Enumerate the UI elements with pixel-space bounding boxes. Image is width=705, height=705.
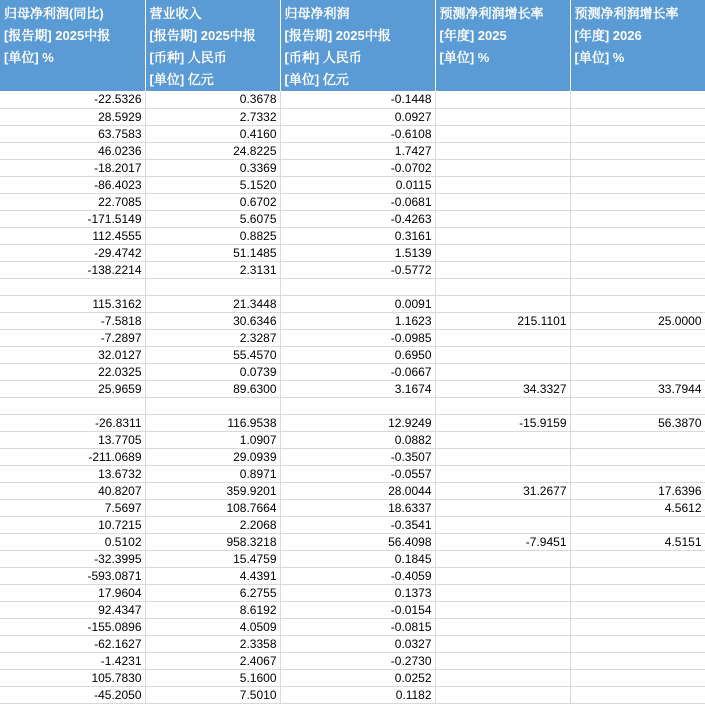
table-cell[interactable]: -0.4263 <box>280 210 435 227</box>
table-cell[interactable]: 4.0509 <box>145 618 280 635</box>
header-row <box>0 0 705 91</box>
table-cell[interactable] <box>570 227 705 244</box>
table-cell[interactable] <box>435 244 570 261</box>
header-line: [单位] % <box>4 50 54 65</box>
table-cell[interactable]: 56.3870 <box>570 414 705 431</box>
table-cell[interactable]: 116.9538 <box>145 414 280 431</box>
table-row <box>0 601 705 618</box>
table-cell[interactable]: -0.0557 <box>280 465 435 482</box>
table-row <box>0 142 705 159</box>
table-cell[interactable] <box>570 125 705 142</box>
table-cell[interactable]: 29.0939 <box>145 448 280 465</box>
table-cell[interactable] <box>570 686 705 703</box>
table-cell[interactable]: -0.3541 <box>280 516 435 533</box>
table-cell[interactable] <box>435 516 570 533</box>
table-cell[interactable] <box>435 397 570 414</box>
table-cell[interactable]: 359.9201 <box>145 482 280 499</box>
table-cell[interactable]: -45.2050 <box>0 686 145 703</box>
header-line: 归母净利润(同比) <box>4 6 104 21</box>
table-cell[interactable] <box>435 91 570 108</box>
table-cell[interactable]: 4.4391 <box>145 567 280 584</box>
table-cell[interactable]: 215.1101 <box>435 312 570 329</box>
table-row <box>0 108 705 125</box>
table-cell[interactable] <box>435 584 570 601</box>
table-cell[interactable]: 33.7944 <box>570 380 705 397</box>
table-cell[interactable] <box>570 210 705 227</box>
table-cell[interactable]: -15.9159 <box>435 414 570 431</box>
table-cell[interactable]: -0.4059 <box>280 567 435 584</box>
table-cell[interactable]: 105.7830 <box>0 669 145 686</box>
header-revenue[interactable] <box>145 0 280 91</box>
table-cell[interactable] <box>570 108 705 125</box>
table-cell[interactable]: 5.1600 <box>145 669 280 686</box>
table-row <box>0 550 705 567</box>
table-cell[interactable] <box>435 278 570 295</box>
table-cell[interactable]: 0.3678 <box>145 91 280 108</box>
table-cell[interactable]: -0.0154 <box>280 601 435 618</box>
table-cell[interactable] <box>435 176 570 193</box>
table-cell[interactable]: 2.7332 <box>145 108 280 125</box>
table-cell[interactable]: 31.2677 <box>435 482 570 499</box>
table-cell[interactable]: 40.8207 <box>0 482 145 499</box>
table-row <box>0 193 705 210</box>
header-line: [单位] 亿元 <box>284 72 349 87</box>
table-row <box>0 499 705 516</box>
table-cell[interactable] <box>435 346 570 363</box>
table-cell[interactable]: 22.0325 <box>0 363 145 380</box>
table-cell[interactable] <box>435 227 570 244</box>
table-row <box>0 482 705 499</box>
table-cell[interactable]: -593.0871 <box>0 567 145 584</box>
table-cell[interactable]: 0.0252 <box>280 669 435 686</box>
table-cell[interactable] <box>570 669 705 686</box>
header-line: [报告期] 2025中报 <box>284 28 391 43</box>
table-cell[interactable]: -26.8311 <box>0 414 145 431</box>
table-row <box>0 448 705 465</box>
table-cell[interactable]: -0.6108 <box>280 125 435 142</box>
table-row <box>0 295 705 312</box>
table-cell[interactable]: 22.7085 <box>0 193 145 210</box>
table-cell[interactable] <box>570 363 705 380</box>
table-cell[interactable] <box>435 159 570 176</box>
table-cell[interactable]: 55.4570 <box>145 346 280 363</box>
table-cell[interactable] <box>435 618 570 635</box>
table-row <box>0 261 705 278</box>
table-cell[interactable]: -7.2897 <box>0 329 145 346</box>
table-cell[interactable]: 0.8971 <box>145 465 280 482</box>
table-cell[interactable]: 63.7583 <box>0 125 145 142</box>
table-cell[interactable]: 2.2068 <box>145 516 280 533</box>
table-cell[interactable]: 89.6300 <box>145 380 280 397</box>
table-cell[interactable]: 4.5151 <box>570 533 705 550</box>
table-row <box>0 397 705 414</box>
table-cell[interactable] <box>570 397 705 414</box>
table-cell[interactable]: 2.3358 <box>145 635 280 652</box>
header-line: [报告期] 2025中报 <box>4 28 111 43</box>
table-cell[interactable]: 0.0115 <box>280 176 435 193</box>
table-cell[interactable] <box>435 193 570 210</box>
table-cell[interactable]: 56.4098 <box>280 533 435 550</box>
table-cell[interactable] <box>435 499 570 516</box>
table-cell[interactable] <box>435 125 570 142</box>
header-line: [年度] 2026 <box>574 28 642 43</box>
table-row <box>0 91 705 108</box>
table-cell[interactable]: 108.7664 <box>145 499 280 516</box>
table-row <box>0 159 705 176</box>
table-cell[interactable]: 0.1845 <box>280 550 435 567</box>
table-cell[interactable]: 7.5010 <box>145 686 280 703</box>
table-cell[interactable]: 0.3369 <box>145 159 280 176</box>
table-cell[interactable] <box>0 278 145 295</box>
table-cell[interactable] <box>435 686 570 703</box>
table-cell[interactable]: -22.5326 <box>0 91 145 108</box>
table-cell[interactable]: 7.5697 <box>0 499 145 516</box>
table-cell[interactable]: -62.1627 <box>0 635 145 652</box>
table-row <box>0 567 705 584</box>
table-cell[interactable]: 3.1674 <box>280 380 435 397</box>
table-cell[interactable] <box>570 346 705 363</box>
table-row <box>0 346 705 363</box>
table-cell[interactable]: 46.0236 <box>0 142 145 159</box>
table-cell[interactable]: 25.0000 <box>570 312 705 329</box>
table-cell[interactable] <box>435 329 570 346</box>
table-cell[interactable]: -0.0681 <box>280 193 435 210</box>
table-cell[interactable] <box>570 295 705 312</box>
header-line: [单位] % <box>574 50 625 65</box>
header-forecast-growth-2026[interactable] <box>570 0 705 91</box>
table-cell[interactable]: 2.3287 <box>145 329 280 346</box>
table-row <box>0 210 705 227</box>
table-cell[interactable]: 21.3448 <box>145 295 280 312</box>
table-cell[interactable]: 6.2755 <box>145 584 280 601</box>
table-row <box>0 329 705 346</box>
table-cell[interactable]: -29.4742 <box>0 244 145 261</box>
table-cell[interactable] <box>435 567 570 584</box>
table-cell[interactable] <box>570 635 705 652</box>
table-cell[interactable] <box>570 91 705 108</box>
table-cell[interactable]: -7.5818 <box>0 312 145 329</box>
table-cell[interactable]: -138.2214 <box>0 261 145 278</box>
table-cell[interactable]: 25.9659 <box>0 380 145 397</box>
table-cell[interactable]: 0.5102 <box>0 533 145 550</box>
table-cell[interactable]: 0.0882 <box>280 431 435 448</box>
header-net-profit[interactable] <box>280 0 435 91</box>
table-cell[interactable]: 8.6192 <box>145 601 280 618</box>
table-cell[interactable]: 30.6346 <box>145 312 280 329</box>
table-row <box>0 380 705 397</box>
table-cell[interactable]: 5.1520 <box>145 176 280 193</box>
table-cell[interactable] <box>570 465 705 482</box>
table-cell[interactable]: 1.0907 <box>145 431 280 448</box>
table-cell[interactable]: 1.1623 <box>280 312 435 329</box>
table-cell[interactable] <box>280 278 435 295</box>
table-cell[interactable] <box>0 397 145 414</box>
table-row <box>0 125 705 142</box>
table-row <box>0 312 705 329</box>
table-cell[interactable] <box>435 448 570 465</box>
table-cell[interactable] <box>145 278 280 295</box>
header-line: [币种] 人民币 <box>284 50 362 65</box>
table-cell[interactable] <box>570 278 705 295</box>
table-cell[interactable]: 0.1373 <box>280 584 435 601</box>
table-cell[interactable] <box>435 635 570 652</box>
table-cell[interactable]: -171.5149 <box>0 210 145 227</box>
table-cell[interactable]: -0.0702 <box>280 159 435 176</box>
table-row <box>0 533 705 550</box>
table-cell[interactable] <box>570 550 705 567</box>
table-cell[interactable] <box>570 431 705 448</box>
table-cell[interactable]: -32.3995 <box>0 550 145 567</box>
table-cell[interactable]: 112.4555 <box>0 227 145 244</box>
table-cell[interactable]: 15.4759 <box>145 550 280 567</box>
table-cell[interactable] <box>435 108 570 125</box>
table-row <box>0 584 705 601</box>
table-cell[interactable]: 0.0327 <box>280 635 435 652</box>
header-line: [报告期] 2025中报 <box>149 28 256 43</box>
table-row <box>0 278 705 295</box>
table-row <box>0 227 705 244</box>
table-cell[interactable] <box>570 142 705 159</box>
table-row <box>0 652 705 669</box>
table-cell[interactable]: -0.5772 <box>280 261 435 278</box>
table-cell[interactable] <box>435 295 570 312</box>
table-cell[interactable]: -211.0689 <box>0 448 145 465</box>
table-cell[interactable]: 51.1485 <box>145 244 280 261</box>
table-row <box>0 635 705 652</box>
table-cell[interactable]: 0.3161 <box>280 227 435 244</box>
table-cell[interactable] <box>570 584 705 601</box>
table-body <box>0 91 705 703</box>
table-cell[interactable]: 0.0091 <box>280 295 435 312</box>
table-cell[interactable] <box>570 601 705 618</box>
table-cell[interactable]: 5.6075 <box>145 210 280 227</box>
table-cell[interactable] <box>570 176 705 193</box>
table-row <box>0 686 705 703</box>
table-cell[interactable]: 4.5612 <box>570 499 705 516</box>
header-net-profit-yoy[interactable] <box>0 0 145 91</box>
table-cell[interactable]: 0.0927 <box>280 108 435 125</box>
table-cell[interactable]: 115.3162 <box>0 295 145 312</box>
table-row <box>0 414 705 431</box>
table-cell[interactable]: 2.4067 <box>145 652 280 669</box>
table-cell[interactable]: 0.6950 <box>280 346 435 363</box>
header-line: 归母净利润 <box>284 6 350 21</box>
table-cell[interactable]: -7.9451 <box>435 533 570 550</box>
table-cell[interactable]: 2.3131 <box>145 261 280 278</box>
table-cell[interactable]: 28.5929 <box>0 108 145 125</box>
header-forecast-growth-2025[interactable] <box>435 0 570 91</box>
table-cell[interactable]: 17.9604 <box>0 584 145 601</box>
table-cell[interactable] <box>435 431 570 448</box>
table-row <box>0 176 705 193</box>
table-cell[interactable]: -0.0667 <box>280 363 435 380</box>
table-cell[interactable] <box>570 618 705 635</box>
table-cell[interactable] <box>435 465 570 482</box>
table-cell[interactable]: 12.9249 <box>280 414 435 431</box>
table-cell[interactable]: 0.0739 <box>145 363 280 380</box>
header-line: [币种] 人民币 <box>149 50 227 65</box>
table-cell[interactable]: 0.6702 <box>145 193 280 210</box>
table-cell[interactable] <box>435 652 570 669</box>
table-cell[interactable] <box>570 516 705 533</box>
table-cell[interactable] <box>570 329 705 346</box>
table-cell[interactable] <box>570 193 705 210</box>
table-row <box>0 244 705 261</box>
table-cell[interactable] <box>435 363 570 380</box>
table-row <box>0 669 705 686</box>
table-cell[interactable] <box>435 142 570 159</box>
table-cell[interactable]: 92.4347 <box>0 601 145 618</box>
table-cell[interactable]: -0.1448 <box>280 91 435 108</box>
table-cell[interactable]: 1.5139 <box>280 244 435 261</box>
table-cell[interactable] <box>570 652 705 669</box>
table-cell[interactable]: 0.8825 <box>145 227 280 244</box>
table-cell[interactable]: -0.3507 <box>280 448 435 465</box>
table-cell[interactable]: 34.3327 <box>435 380 570 397</box>
table-cell[interactable]: 0.4160 <box>145 125 280 142</box>
table-cell[interactable]: 1.7427 <box>280 142 435 159</box>
table-cell[interactable]: -0.2730 <box>280 652 435 669</box>
table-cell[interactable]: 24.8225 <box>145 142 280 159</box>
table-cell[interactable] <box>280 397 435 414</box>
table-cell[interactable]: 17.6396 <box>570 482 705 499</box>
table-cell[interactable] <box>435 261 570 278</box>
table-cell[interactable] <box>570 448 705 465</box>
table-cell[interactable]: -18.2017 <box>0 159 145 176</box>
table-cell[interactable]: 0.1182 <box>280 686 435 703</box>
table-cell[interactable]: -86.4023 <box>0 176 145 193</box>
table-row <box>0 431 705 448</box>
table-cell[interactable] <box>145 397 280 414</box>
table-cell[interactable]: 28.0044 <box>280 482 435 499</box>
table-cell[interactable]: 958.3218 <box>145 533 280 550</box>
header-line: 营业收入 <box>149 6 202 21</box>
table-row <box>0 465 705 482</box>
table-cell[interactable]: 13.7705 <box>0 431 145 448</box>
table-cell[interactable]: 18.6337 <box>280 499 435 516</box>
header-line: [年度] 2025 <box>439 28 507 43</box>
table-cell[interactable] <box>570 261 705 278</box>
table-cell[interactable] <box>435 669 570 686</box>
header-line: [单位] % <box>439 50 490 65</box>
table-cell[interactable] <box>435 210 570 227</box>
header-line: 预测净利润增长率 <box>574 6 679 21</box>
table-row <box>0 516 705 533</box>
table-row <box>0 363 705 380</box>
table-cell[interactable] <box>435 550 570 567</box>
table-cell[interactable]: -155.0896 <box>0 618 145 635</box>
table-cell[interactable]: -1.4231 <box>0 652 145 669</box>
table-cell[interactable] <box>570 159 705 176</box>
table-cell[interactable]: 10.7215 <box>0 516 145 533</box>
table-cell[interactable]: 13.6732 <box>0 465 145 482</box>
table-cell[interactable] <box>570 567 705 584</box>
header-line: 预测净利润增长率 <box>439 6 544 21</box>
table-row <box>0 618 705 635</box>
table-cell[interactable] <box>570 244 705 261</box>
table-cell[interactable]: -0.0815 <box>280 618 435 635</box>
table-cell[interactable]: -0.0985 <box>280 329 435 346</box>
table-cell[interactable] <box>435 601 570 618</box>
header-line: [单位] 亿元 <box>149 72 214 87</box>
table-cell[interactable]: 32.0127 <box>0 346 145 363</box>
